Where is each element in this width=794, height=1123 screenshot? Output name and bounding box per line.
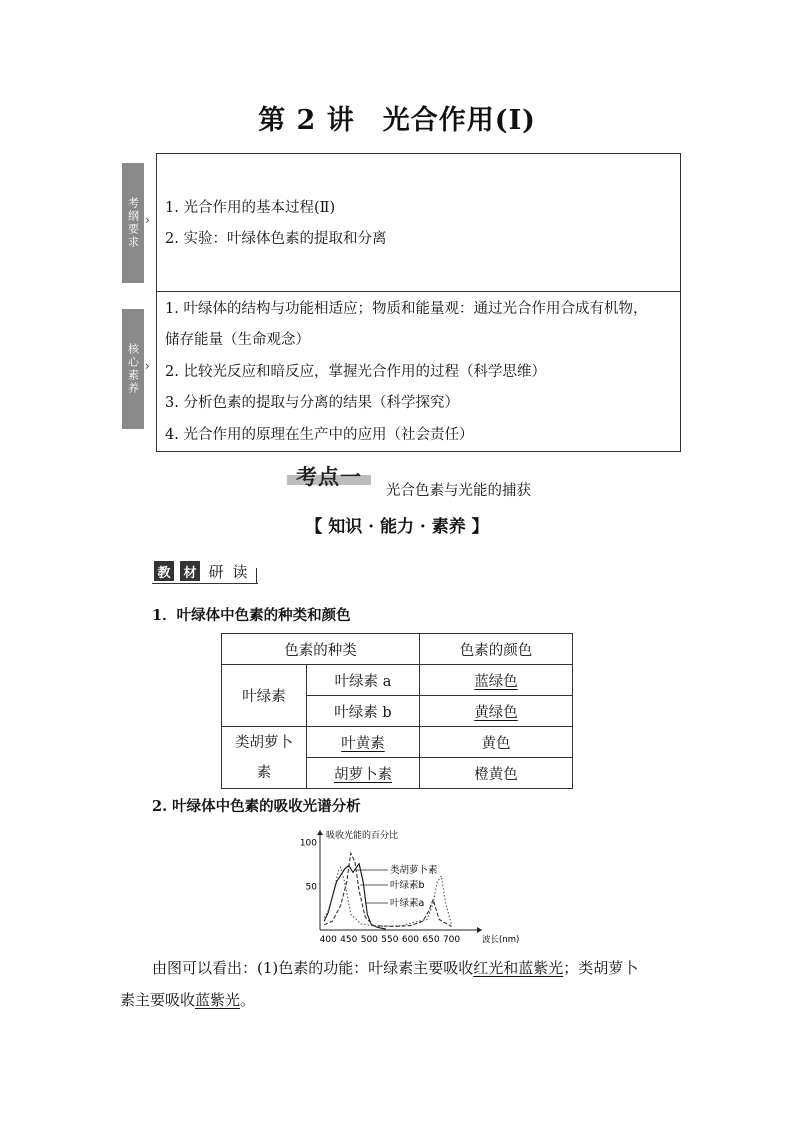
y-axis-arrow (317, 830, 323, 835)
legend-label: 叶绿素a (390, 898, 425, 909)
table-cell (222, 727, 307, 789)
x-tick-label: 550 (381, 935, 399, 944)
badge-char: 材 (180, 561, 200, 581)
y-tick-label: 100 (299, 838, 317, 849)
table-cell: 橙黄色 (420, 758, 573, 789)
heading-pigment-types: 1．叶绿体中色素的种类和颜色 (152, 607, 351, 624)
competency-item: 2. 比较光反应和暗反应，掌握光合作用的过程（科学思维） (165, 364, 546, 380)
requirement-item: 1. 光合作用的基本过程(Ⅱ) (165, 200, 336, 216)
section-heading-label: 考点一 (296, 465, 362, 489)
table-header: 色素的种类 (222, 634, 420, 665)
competency-item: 4. 光合作用的原理在生产中的应用（社会责任） (165, 427, 474, 443)
competency-item: 储存能量（生命观念） (165, 332, 310, 348)
x-axis-arrow (477, 927, 482, 933)
badge-underline (152, 583, 258, 584)
table-cell-line: 素 (256, 764, 272, 781)
legend-label: 叶绿素b (390, 880, 425, 891)
answer-text: 蓝绿色 (474, 673, 518, 690)
table-header: 色素的颜色 (420, 634, 573, 665)
series-line (324, 864, 386, 929)
x-tick-label: 700 (442, 935, 461, 944)
paragraph-text: 。 (240, 991, 256, 1009)
answer-text: 胡萝卜素 (334, 766, 392, 783)
table-row (222, 634, 573, 665)
table-row (222, 727, 573, 758)
chevron-right-icon: › (145, 359, 150, 373)
badge-char: 研 (208, 562, 224, 581)
absorption-spectrum-chart (290, 826, 540, 944)
x-tick-label: 650 (422, 935, 440, 944)
y-axis-label: 吸收光能的百分比 (326, 831, 399, 841)
table-cell: 叶绿素 b (307, 696, 420, 727)
paragraph-text: ；类胡萝卜 (563, 959, 639, 977)
table-cell (420, 696, 573, 727)
answer-text: 叶黄素 (341, 735, 385, 752)
competencies-tag (122, 309, 144, 429)
paragraph-line (152, 952, 638, 984)
x-tick-label: 400 (319, 935, 337, 944)
competency-item: 3. 分析色素的提取与分离的结果（科学探究） (165, 395, 459, 411)
badge-corner (256, 568, 257, 583)
chevron-right-icon: › (145, 213, 150, 227)
section-subtitle: 光合色素与光能的捕获 (386, 483, 531, 499)
legend-label: 类胡萝卜素 (390, 865, 438, 876)
table-cell: 黄色 (420, 727, 573, 758)
answer-text: 红光和蓝紫光 (473, 959, 564, 977)
table-cell (420, 665, 573, 696)
x-tick-label: 450 (340, 935, 358, 944)
table-cell: 叶绿素 (222, 665, 307, 727)
knowledge-ability-heading: 【 知识 · 能力 · 素养 】 (305, 517, 489, 537)
requirement-item: 2. 实验：叶绿体色素的提取和分离 (165, 231, 387, 247)
y-tick-label: 50 (305, 882, 317, 893)
x-tick-label: 500 (360, 935, 378, 944)
x-axis-label: 波长(nm) (482, 935, 520, 944)
badge-char: 读 (232, 562, 248, 581)
x-tick-label: 600 (401, 935, 420, 944)
answer-text: 蓝紫光 (195, 991, 241, 1009)
pigment-table (221, 633, 573, 789)
competency-item: 1. 叶绿体的结构与功能相适应；物质和能量观：通过光合作用合成有机物， (165, 301, 648, 317)
paragraph-line (120, 984, 255, 1016)
requirements-tag (122, 163, 144, 283)
paragraph-text: 素主要吸收 (120, 991, 196, 1009)
table-cell-line: 类胡萝卜 (235, 734, 293, 751)
badge-char: 教 (154, 561, 174, 581)
table-row (222, 665, 573, 696)
section-heading (287, 461, 371, 487)
table-cell (307, 758, 420, 789)
competencies-tag-label: 核心素养 (126, 343, 140, 395)
series-line (324, 867, 452, 926)
table-cell (307, 727, 420, 758)
page-title: 第 2 讲 光合作用(Ⅰ) (258, 105, 536, 136)
requirements-tag-label: 考纲要求 (126, 197, 140, 249)
heading-absorption-spectrum: 2. 叶绿体中色素的吸收光谱分析 (152, 798, 361, 815)
answer-text: 黄绿色 (474, 704, 518, 721)
objectives-divider (156, 291, 681, 292)
paragraph-text: 由图可以看出：(1)色素的功能：叶绿素主要吸收 (152, 959, 474, 977)
table-cell: 叶绿素 a (307, 665, 420, 696)
